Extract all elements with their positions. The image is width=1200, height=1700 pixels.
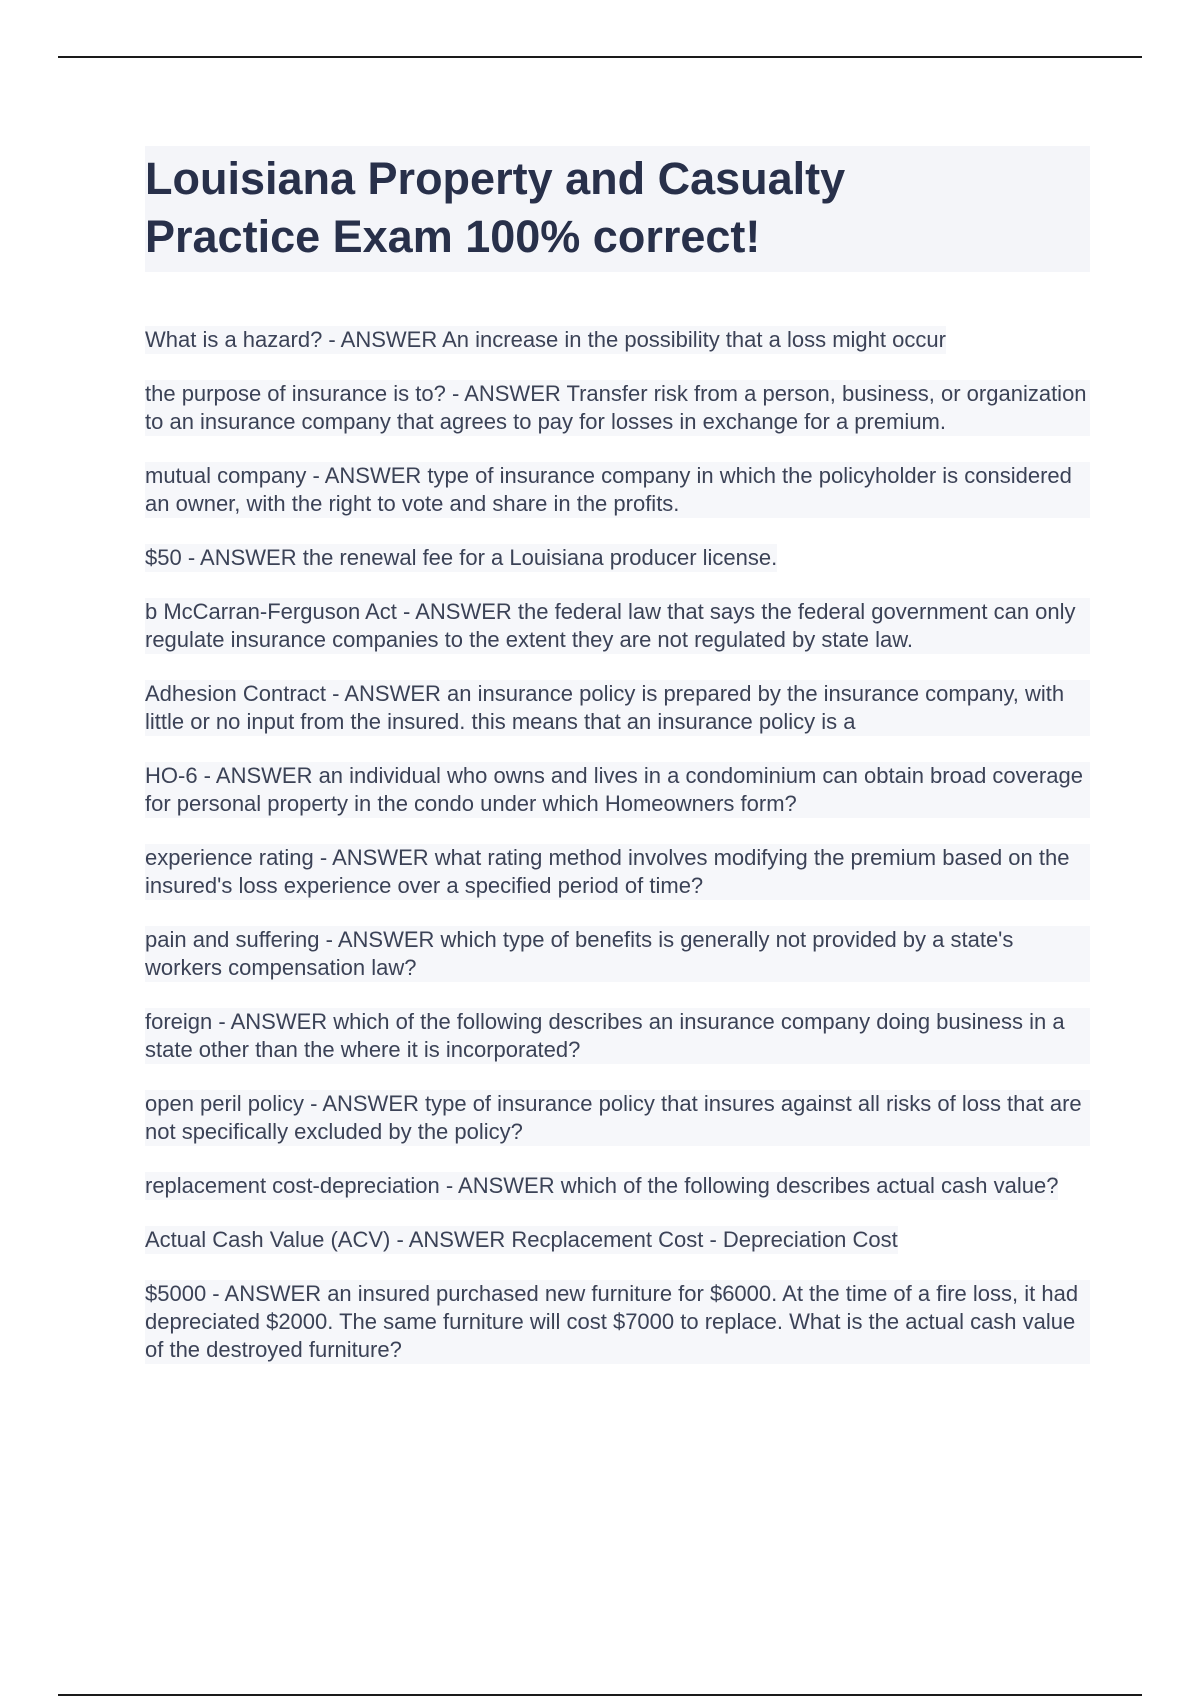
qa-item-foreign: foreign - ANSWER which of the following describes an insurance company doing business in a state other than the where it is incorporated? — [145, 1008, 1090, 1064]
qa-item-ho6: HO-6 - ANSWER an individual who owns and lives in a condominium can obtain broad coverage for personal property in the condo under which Homeowners form? — [145, 762, 1090, 818]
qa-item-replacement-cost: replacement cost-depreciation - ANSWER which of the following describes actual cash value? — [145, 1173, 1059, 1198]
qa-item-experience-rating: experience rating - ANSWER what rating method involves modifying the premium based on the insured's loss experience over a specified period of time? — [145, 844, 1090, 900]
top-rule — [58, 56, 1142, 58]
bottom-rule — [58, 1694, 1142, 1696]
qa-item-mutual-company: mutual company - ANSWER type of insurance company in which the policyholder is considered an owner, with the right to vote and share in the profits. — [145, 462, 1090, 518]
qa-item-5000: $5000 - ANSWER an insured purchased new furniture for $6000. At the time of a fire loss, it had depreciated $2000. The same furniture will cost $7000 to replace. What is the actual cash value of the destroyed furniture? — [145, 1280, 1090, 1364]
qa-item-purpose-of-insurance: the purpose of insurance is to? - ANSWER Transfer risk from a person, business, or organization to an insurance company that agrees to pay for losses in exchange for a premium. — [145, 380, 1090, 436]
qa-item-adhesion-contract: Adhesion Contract - ANSWER an insurance policy is prepared by the insurance company, with little or no input from the insured. this means that an insurance policy is a — [145, 680, 1090, 736]
qa-item-renewal-fee: $50 - ANSWER the renewal fee for a Louisiana producer license. — [145, 545, 778, 570]
title-line-2: Practice Exam 100% correct! — [145, 211, 761, 262]
qa-list — [145, 326, 1090, 1364]
title-block — [145, 146, 1090, 272]
title-line-1: Louisiana Property and Casualty — [145, 153, 846, 204]
qa-item-open-peril: open peril policy - ANSWER type of insurance policy that insures against all risks of loss that are not specifically excluded by the policy? — [145, 1090, 1090, 1146]
document-body — [145, 146, 1090, 1364]
qa-item-acv: Actual Cash Value (ACV) - ANSWER Recplacement Cost - Depreciation Cost — [145, 1227, 898, 1252]
qa-item-hazard: What is a hazard? - ANSWER An increase in the possibility that a loss might occur — [145, 327, 946, 352]
qa-item-pain-and-suffering: pain and suffering - ANSWER which type of benefits is generally not provided by a state's workers compensation law? — [145, 926, 1090, 982]
qa-item-mccarran-ferguson: b McCarran-Ferguson Act - ANSWER the federal law that says the federal government can only regulate insurance companies to the extent they are not regulated by state law. — [145, 598, 1090, 654]
document-title — [145, 150, 1090, 266]
